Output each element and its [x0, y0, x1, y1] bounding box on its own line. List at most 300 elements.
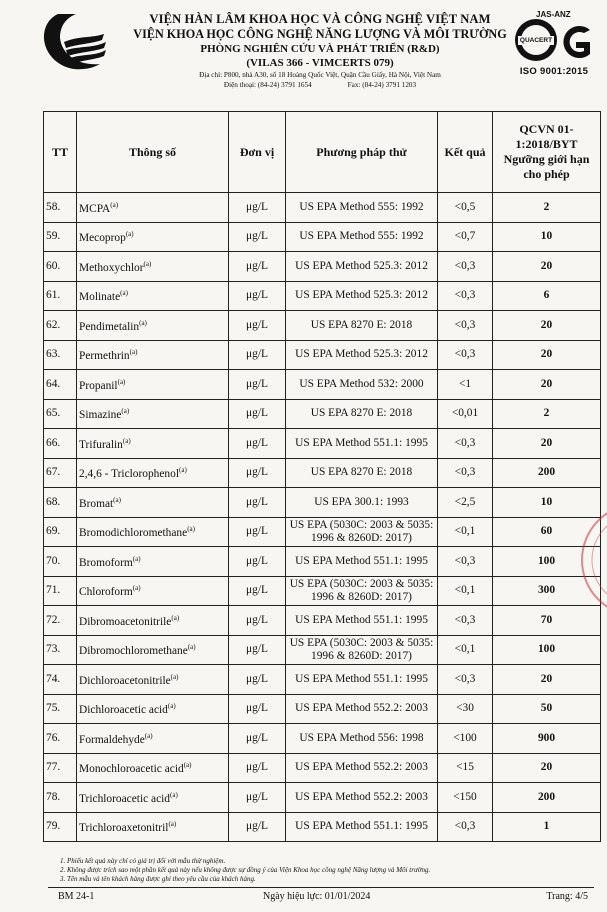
parameter-name: [77, 311, 229, 341]
result-cell: [438, 399, 493, 429]
method-cell: [286, 488, 438, 518]
result-cell-text: <0,3: [454, 289, 476, 302]
parameter-name-text: Dichloroacetonitrile: [79, 674, 171, 687]
table-row: [44, 340, 601, 370]
method-cell-text: US EPA 8270 E: 2018: [310, 466, 413, 479]
jas-anz-label: JAS-ANZ: [536, 10, 571, 19]
iso-label: ISO 9001:2015: [519, 66, 589, 77]
limit-cell: [493, 694, 601, 724]
table-header-row: [44, 112, 601, 193]
accreditation-marker: (a): [117, 377, 126, 386]
limit-cell-text: 2: [543, 407, 550, 420]
method-cell-text: US EPA Method 551.1: 1995: [295, 554, 428, 567]
row-number-text: 76.: [46, 731, 61, 744]
parameter-name: [77, 193, 229, 223]
notes-section: [60, 857, 430, 884]
parameter-name-text: Trifuralin: [79, 438, 123, 451]
page-number: Trang: 4/5: [546, 891, 588, 902]
parameter-name: [77, 694, 229, 724]
unit-cell-text: μg/L: [246, 436, 268, 449]
table-row: [44, 606, 601, 636]
limit-cell: [493, 399, 601, 429]
parameter-name: [77, 753, 229, 783]
method-cell: [286, 753, 438, 783]
row-number-text: 79.: [46, 820, 61, 833]
unit-cell-text: μg/L: [246, 230, 268, 243]
method-cell: [286, 724, 438, 754]
result-cell: [438, 783, 493, 813]
method-cell-text: US EPA Method 555: 1992: [299, 200, 424, 213]
note-item: 1. Phiếu kết quả này chỉ có giá trị đối với mẫu thử nghiệm.: [60, 857, 226, 865]
header-limit-label: Ngưỡng giới hạn cho phép: [503, 152, 590, 181]
row-number: [44, 193, 77, 223]
parameter-name: [77, 812, 229, 842]
method-cell: [286, 399, 438, 429]
result-cell: [438, 517, 493, 547]
method-cell: [286, 370, 438, 400]
parameter-name-text: Permethrin: [79, 350, 130, 363]
result-cell-text: <0,3: [454, 672, 476, 685]
result-cell: [438, 812, 493, 842]
parameter-name: [77, 370, 229, 400]
parameter-name: [77, 340, 229, 370]
unit-cell-text: μg/L: [246, 289, 268, 302]
unit-cell: [229, 429, 286, 459]
method-cell-text: US EPA Method 556: 1998: [299, 731, 424, 744]
method-cell-text: US EPA 8270 E: 2018: [310, 407, 413, 420]
unit-cell-text: μg/L: [246, 348, 268, 361]
table-row: [44, 488, 601, 518]
table-row: [44, 222, 601, 252]
unit-cell: [229, 753, 286, 783]
method-cell-text: US EPA Method 552.2: 2003: [295, 790, 428, 803]
certification-mark-icon: [556, 20, 594, 64]
accreditation-marker: (a): [120, 289, 128, 298]
limit-cell-text: 200: [537, 790, 556, 803]
limit-cell-text: 10: [540, 495, 553, 508]
unit-cell: [229, 517, 286, 547]
table-row: [44, 281, 601, 311]
row-number: [44, 547, 77, 577]
header-result: Kết quả: [438, 112, 493, 193]
method-cell-text: US EPA Method 525.3: 2012: [295, 289, 428, 302]
limit-cell-text: 20: [540, 348, 553, 361]
row-number-text: 59.: [46, 230, 61, 243]
table-row: [44, 311, 601, 341]
limit-cell: [493, 458, 601, 488]
parameter-name-text: Formaldehyde: [79, 733, 145, 746]
result-cell-text: <150: [453, 790, 477, 803]
parameter-name: [77, 488, 229, 518]
footer-divider: [48, 887, 594, 888]
unit-cell-text: μg/L: [246, 554, 268, 567]
row-number-text: 68.: [46, 495, 61, 508]
limit-cell-text: 20: [540, 672, 553, 685]
accreditation-marker: (a): [143, 259, 152, 268]
certification-logo: [512, 10, 596, 82]
parameter-name-text: Propanil: [79, 379, 118, 392]
unit-cell-text: μg/L: [246, 318, 268, 331]
result-cell: [438, 488, 493, 518]
result-cell: [438, 694, 493, 724]
results-table: [43, 111, 601, 842]
row-number: [44, 576, 77, 606]
header-institute: VIỆN KHOA HỌC CÔNG NGHỆ NĂNG LƯỢNG VÀ MÔI TRƯỜNG: [133, 27, 507, 41]
result-cell-text: <1: [458, 377, 472, 390]
parameter-name-text: Chloroform: [79, 586, 133, 599]
unit-cell: [229, 635, 286, 665]
unit-cell-text: μg/L: [246, 761, 268, 774]
method-cell-text: US EPA Method 551.1: 1995: [295, 436, 428, 449]
note-item: 3. Tên mẫu và tên khách hàng được ghi theo yêu cầu của khách hàng.: [60, 875, 256, 883]
row-number: [44, 429, 77, 459]
result-cell-text: <2,5: [454, 495, 476, 508]
table-row: [44, 753, 601, 783]
parameter-name: [77, 635, 229, 665]
unit-cell: [229, 252, 286, 282]
result-cell-text: <0,1: [454, 525, 476, 538]
row-number-text: 63.: [46, 348, 61, 361]
row-number: [44, 222, 77, 252]
parameter-name-text: Dichloroacetic acid: [79, 704, 168, 717]
method-cell-text: US EPA Method 551.1: 1995: [295, 820, 428, 833]
limit-cell-text: 200: [537, 466, 556, 479]
parameter-name-text: MCPA: [79, 202, 111, 215]
limit-cell-text: 20: [540, 761, 553, 774]
table-row: [44, 429, 601, 459]
table-row: [44, 458, 601, 488]
accreditation-marker: (a): [132, 554, 141, 563]
header-academy: VIỆN HÀN LÂM KHOA HỌC VÀ CÔNG NGHỆ VIỆT NAM: [149, 12, 491, 26]
row-number: [44, 694, 77, 724]
limit-cell: [493, 370, 601, 400]
institute-header: [120, 12, 520, 90]
result-cell: [438, 340, 493, 370]
row-number-text: 66.: [46, 436, 61, 449]
parameter-name: [77, 576, 229, 606]
table-row: [44, 783, 601, 813]
accreditation-marker: (a): [171, 613, 180, 622]
limit-cell-text: 900: [537, 731, 556, 744]
accreditation-marker: (a): [183, 761, 192, 770]
unit-cell: [229, 694, 286, 724]
limit-cell: [493, 311, 601, 341]
row-number: [44, 783, 77, 813]
method-cell-text: US EPA 300.1: 1993: [314, 495, 409, 508]
row-number-text: 62.: [46, 318, 61, 331]
result-cell-text: <0,3: [454, 348, 476, 361]
table-row: [44, 812, 601, 842]
unit-cell-text: μg/L: [246, 495, 268, 508]
method-cell-text: US EPA Method 532: 2000: [299, 377, 424, 390]
limit-cell-text: 60: [540, 525, 553, 538]
parameter-name-text: Dibromoacetonitrile: [79, 615, 172, 628]
limit-cell: [493, 252, 601, 282]
result-cell: [438, 576, 493, 606]
row-number: [44, 665, 77, 695]
table-row: [44, 399, 601, 429]
row-number: [44, 458, 77, 488]
limit-cell-text: 100: [537, 554, 556, 567]
header-limit-standard: QCVN 01-1:2018/BYT: [515, 122, 578, 151]
method-cell: [286, 606, 438, 636]
parameter-name-text: Mecoprop: [79, 232, 126, 245]
unit-cell: [229, 340, 286, 370]
parameter-name-text: Monochloroacetic acid: [79, 763, 184, 776]
institute-logo: [30, 8, 130, 78]
accreditation-marker: (a): [170, 672, 179, 681]
quacert-label: QUACERT: [519, 37, 553, 44]
result-cell: [438, 753, 493, 783]
method-cell: [286, 281, 438, 311]
parameter-name-text: Pendimetalin: [79, 320, 140, 333]
note-item: 2. Không được trích sao một phần kết quả này nếu không được sự đồng ý của Viện Khoa học công nghệ Năng lượng và Môi trường.: [60, 866, 431, 874]
limit-cell: [493, 724, 601, 754]
table-row: [44, 724, 601, 754]
unit-cell: [229, 547, 286, 577]
limit-cell-text: 20: [540, 436, 553, 449]
result-cell-text: <0,3: [454, 259, 476, 272]
limit-cell: [493, 753, 601, 783]
method-cell: [286, 429, 438, 459]
parameter-name: [77, 724, 229, 754]
row-number-text: 74.: [46, 672, 61, 685]
method-cell-text: US EPA Method 552.2: 2003: [295, 702, 428, 715]
result-cell-text: <0,1: [454, 643, 476, 656]
limit-cell-text: 20: [540, 259, 553, 272]
method-cell: [286, 311, 438, 341]
unit-cell: [229, 606, 286, 636]
row-number: [44, 606, 77, 636]
row-number: [44, 370, 77, 400]
table-row: [44, 252, 601, 282]
parameter-name: [77, 222, 229, 252]
row-number-text: 58.: [46, 200, 61, 213]
result-cell: [438, 724, 493, 754]
limit-cell: [493, 812, 601, 842]
limit-cell-text: 100: [537, 643, 556, 656]
unit-cell-text: μg/L: [246, 584, 268, 597]
header-limit: [493, 112, 601, 193]
unit-cell-text: μg/L: [246, 672, 268, 685]
result-cell-text: <0,3: [454, 466, 476, 479]
unit-cell: [229, 458, 286, 488]
method-cell: [286, 252, 438, 282]
table-row: [44, 694, 601, 724]
result-cell-text: <100: [453, 731, 477, 744]
parameter-name-text: Bromoform: [79, 556, 133, 569]
row-number-text: 77.: [46, 761, 61, 774]
limit-cell: [493, 635, 601, 665]
table-row: [44, 370, 601, 400]
result-cell: [438, 222, 493, 252]
result-cell-text: <0,3: [454, 613, 476, 626]
row-number-text: 71.: [46, 584, 61, 597]
result-cell-text: <0,5: [454, 200, 476, 213]
row-number: [44, 517, 77, 547]
accreditation-marker: (a): [170, 790, 178, 799]
parameter-name-text: Bromodichloromethane: [79, 527, 188, 540]
unit-cell-text: μg/L: [246, 466, 268, 479]
result-cell-text: <0,7: [454, 230, 476, 243]
row-number: [44, 281, 77, 311]
header-address: Địa chỉ: P800, nhà A30, số 18 Hoàng Quốc Việt, Quận Cầu Giấy, Hà Nội, Việt Nam: [199, 71, 441, 79]
result-cell: [438, 429, 493, 459]
limit-cell-text: 50: [540, 702, 553, 715]
accreditation-marker: (a): [139, 318, 147, 327]
method-cell-text: US EPA Method 552.2: 2003: [295, 761, 428, 774]
row-number: [44, 399, 77, 429]
unit-cell: [229, 399, 286, 429]
header-unit: Đơn vị: [229, 112, 286, 193]
method-cell: [286, 458, 438, 488]
unit-cell-text: μg/L: [246, 702, 268, 715]
row-number: [44, 635, 77, 665]
row-number: [44, 252, 77, 282]
limit-cell-text: 20: [540, 377, 553, 390]
parameter-name: [77, 458, 229, 488]
method-cell-text: US EPA Method 525.3: 2012: [295, 259, 428, 272]
table-row: [44, 547, 601, 577]
table-row: [44, 576, 601, 606]
parameter-name: [77, 547, 229, 577]
row-number-text: 78.: [46, 790, 61, 803]
red-stamp-seal: [578, 500, 607, 620]
parameter-name-text: Methoxychlor: [79, 261, 144, 274]
header-phone: Điện thoại: (84-24) 3791 1654 Fax: (84-24) 3791 1203: [223, 81, 417, 89]
unit-cell: [229, 576, 286, 606]
unit-cell: [229, 281, 286, 311]
parameter-name: [77, 517, 229, 547]
limit-cell: [493, 429, 601, 459]
result-cell: [438, 281, 493, 311]
accreditation-marker: (a): [168, 820, 177, 829]
parameter-name: [77, 281, 229, 311]
row-number-text: 60.: [46, 259, 61, 272]
limit-cell: [493, 340, 601, 370]
limit-cell-text: 300: [537, 584, 556, 597]
header-param: Thông số: [77, 112, 229, 193]
method-cell: [286, 783, 438, 813]
header-department: PHÒNG NGHIÊN CỨU VÀ PHÁT TRIỂN (R&D): [200, 43, 440, 55]
method-cell-text: US EPA (5030C: 2003 & 5035: 1996 & 8260D: 2017): [289, 636, 434, 662]
result-cell-text: <0,3: [454, 554, 476, 567]
unit-cell-text: μg/L: [246, 259, 268, 272]
unit-cell-text: μg/L: [246, 377, 268, 390]
method-cell-text: US EPA (5030C: 2003 & 5035: 1996 & 8260D: 2017): [289, 577, 434, 603]
method-cell: [286, 193, 438, 223]
limit-cell: [493, 783, 601, 813]
unit-cell: [229, 665, 286, 695]
parameter-name-text: Simazine: [79, 409, 122, 422]
accreditation-marker: (a): [125, 230, 134, 239]
parameter-name-text: Trichloroacetic acid: [79, 792, 170, 805]
limit-cell-text: 2: [543, 200, 550, 213]
parameter-name: [77, 606, 229, 636]
unit-cell-text: μg/L: [246, 790, 268, 803]
result-cell: [438, 665, 493, 695]
result-cell-text: <0,3: [454, 436, 476, 449]
accreditation-marker: (a): [121, 407, 130, 416]
parameter-name-text: Molinate: [79, 291, 121, 304]
result-cell-text: <0,01: [451, 407, 479, 420]
parameter-name: [77, 665, 229, 695]
method-cell: [286, 665, 438, 695]
result-cell: [438, 193, 493, 223]
limit-cell-text: 20: [540, 318, 553, 331]
parameter-name-text: Trichloroaxetonitril: [79, 822, 169, 835]
accreditation-marker: (a): [144, 731, 153, 740]
table-row: [44, 193, 601, 223]
method-cell: [286, 635, 438, 665]
method-cell: [286, 694, 438, 724]
result-cell: [438, 370, 493, 400]
limit-cell: [493, 281, 601, 311]
accreditation-marker: (a): [187, 643, 196, 652]
row-number-text: 64.: [46, 377, 61, 390]
method-cell: [286, 517, 438, 547]
result-cell: [438, 635, 493, 665]
row-number-text: 69.: [46, 525, 61, 538]
method-cell-text: US EPA 8270 E: 2018: [310, 318, 413, 331]
method-cell: [286, 340, 438, 370]
table-row: [44, 517, 601, 547]
unit-cell: [229, 222, 286, 252]
row-number: [44, 340, 77, 370]
row-number: [44, 724, 77, 754]
limit-cell: [493, 222, 601, 252]
limit-cell-text: 70: [540, 613, 553, 626]
accreditation-marker: (a): [132, 584, 141, 593]
limit-cell-text: 10: [540, 230, 553, 243]
result-cell-text: <15: [456, 761, 474, 774]
parameter-name: [77, 783, 229, 813]
method-cell-text: US EPA (5030C: 2003 & 5035: 1996 & 8260D: 2017): [289, 518, 434, 544]
unit-cell-text: μg/L: [246, 731, 268, 744]
result-cell: [438, 311, 493, 341]
unit-cell-text: μg/L: [246, 613, 268, 626]
unit-cell: [229, 488, 286, 518]
parameter-name: [77, 429, 229, 459]
unit-cell: [229, 311, 286, 341]
limit-cell-text: 1: [543, 820, 550, 833]
row-number-text: 65.: [46, 407, 61, 420]
result-cell: [438, 606, 493, 636]
unit-cell: [229, 193, 286, 223]
accreditation-marker: (a): [179, 466, 187, 475]
method-cell-text: US EPA Method 551.1: 1995: [295, 672, 428, 685]
result-cell: [438, 458, 493, 488]
form-code: BM 24-1: [58, 891, 95, 902]
accreditation-marker: (a): [187, 525, 195, 534]
accreditation-marker: (a): [110, 200, 119, 209]
table-row: [44, 665, 601, 695]
row-number-text: 67.: [46, 466, 61, 479]
header-accreditation: (VILAS 366 - VIMCERTS 079): [246, 57, 394, 69]
effective-date: Ngày hiệu lực: 01/01/2024: [263, 891, 371, 902]
unit-cell: [229, 370, 286, 400]
row-number-text: 72.: [46, 613, 61, 626]
parameter-name-text: Dibromochloromethane: [79, 645, 188, 658]
unit-cell: [229, 783, 286, 813]
header-tt: TT: [44, 112, 77, 193]
parameter-name: [77, 399, 229, 429]
row-number: [44, 812, 77, 842]
method-cell-text: US EPA Method 525.3: 2012: [295, 348, 428, 361]
result-cell: [438, 547, 493, 577]
row-number: [44, 753, 77, 783]
result-cell-text: <30: [456, 702, 474, 715]
